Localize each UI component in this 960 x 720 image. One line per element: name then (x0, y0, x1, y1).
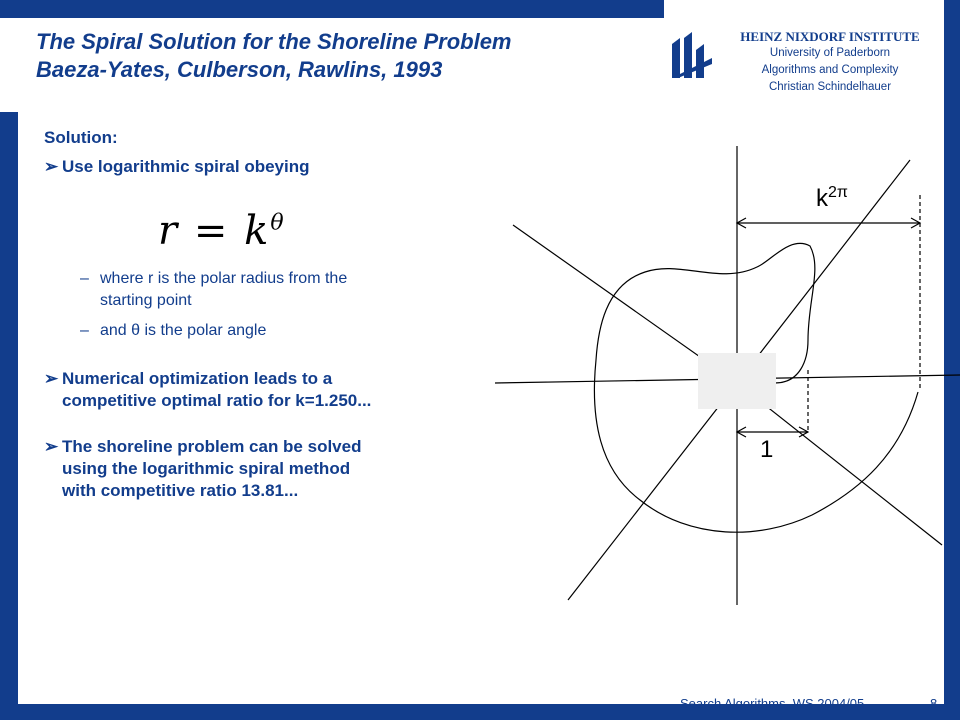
label-k-2pi (816, 184, 848, 213)
dash-bullet-icon: – (80, 270, 89, 287)
arrow-bullet-icon: ➢ (44, 157, 59, 176)
institute-group: Algorithms and Complexity (761, 64, 899, 76)
broken-image-placeholder (698, 353, 776, 409)
bullet-shoreline-line2: using the logarithmic spiral method (62, 459, 351, 478)
solution-label: Solution: (44, 128, 118, 147)
label-k-exp: 2π (828, 184, 848, 201)
ray-lower-left (568, 383, 737, 600)
title-line-1: The Spiral Solution for the Shoreline Problem (36, 29, 512, 54)
footer-course: Search Algorithms, WS 2004/05 (680, 696, 865, 711)
sub-point-radius (44, 268, 474, 312)
label-one: 1 (760, 436, 774, 463)
institute-author: Christian Schindelhauer (768, 81, 892, 93)
institute-university: University of Paderborn (769, 47, 891, 59)
formula-exponent: θ (270, 210, 286, 236)
formula-base: r = k (158, 208, 271, 254)
bullet-optimization (44, 368, 474, 412)
arrow-bullet-icon: ➢ (44, 437, 59, 456)
title-line-2: Baeza-Yates, Culberson, Rawlins, 1993 (36, 57, 443, 82)
dash-bullet-icon: – (80, 322, 89, 339)
university-logo-icon (670, 30, 714, 80)
arrow-bullet-icon: ➢ (44, 369, 59, 388)
sub-point-radius-line2: starting point (100, 292, 192, 309)
sub-point-radius-line1: where r is the polar radius from the (100, 270, 348, 287)
bullet-optimization-line2: competitive optimal ratio for k=1.250... (62, 391, 372, 410)
frame-top-bar (0, 0, 664, 18)
bullet-shoreline-line3: with competitive ratio 13.81... (62, 481, 299, 500)
formula-text (158, 208, 286, 254)
institute-name: HEINZ NIXDORF INSTITUTE (740, 29, 920, 44)
bullet-optimization-line1: Numerical optimization leads to a (62, 369, 333, 388)
label-k-base: k (816, 185, 828, 212)
bullet-spiral-text: Use logarithmic spiral obeying (62, 157, 310, 176)
bullet-shoreline (44, 436, 474, 502)
bullet-shoreline-line1: The shoreline problem can be solved (62, 437, 362, 456)
sub-point-angle (44, 320, 474, 342)
bullet-spiral (44, 156, 474, 178)
institute-block (716, 28, 944, 96)
sub-point-angle-text: and θ is the polar angle (100, 322, 267, 339)
page-number: 8 (930, 696, 938, 711)
formula (44, 178, 474, 268)
slide-title (36, 28, 512, 84)
slide-content (44, 128, 474, 502)
